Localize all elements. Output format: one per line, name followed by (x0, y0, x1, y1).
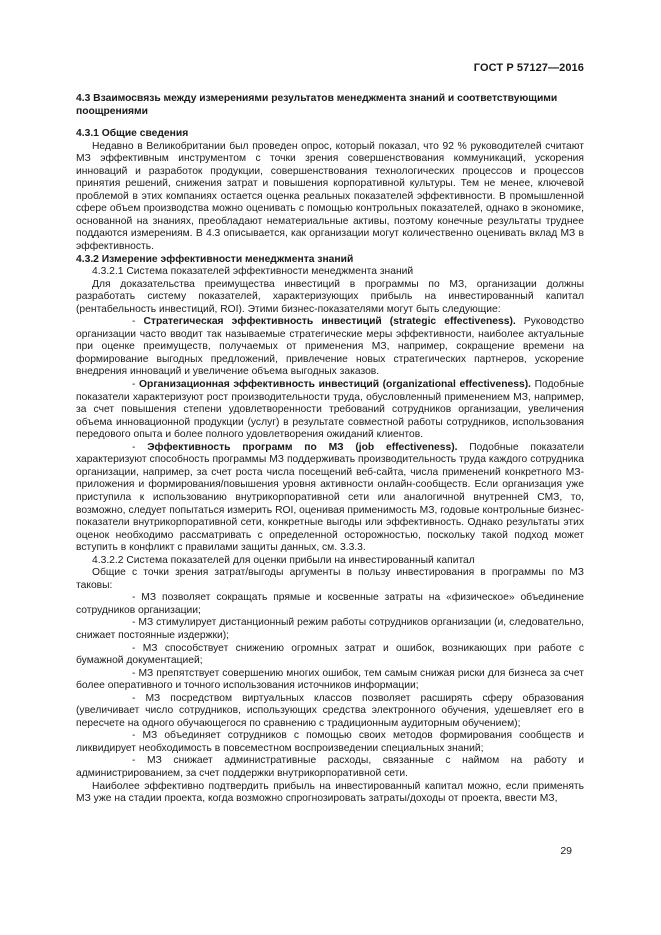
metric-term-job: Эффективность программ по МЗ (job effectiveness). (147, 441, 458, 453)
page-number: 29 (560, 845, 572, 857)
metric-term-strategic: Стратегическая эффективность инвестиций (strategic effectiveness). (143, 316, 516, 328)
metric-text-organizational: Подобные показатели характеризуют рост производительности труда, обусловленный применением МЗ, например, за счет повышения степени удовлетворенности требований сотрудников организации, увеличения объема инновационной продукции (услуг) в результате совместной работы сотрудников, использования передового опыта и более полного удовлетворения ожиданий клиентов. (76, 379, 584, 441)
section-4-3-1-title: 4.3.1 Общие сведения (76, 128, 189, 140)
page-content (76, 93, 584, 806)
argument-list-item: - МЗ способствует снижению огромных затрат и ошибок, возникающих при работе с бумажной документацией; (76, 642, 584, 667)
metric-text-job: Подобные показатели характеризуют способность программы МЗ поддерживать производительность труда каждого сотрудника организации, например, за счет роста числа посещений веб-сайта, числа применений конкретного МЗ-приложения и формирования/повышения уровня активности онлайн-сообществ. Если организация уже приступила к использованию внутрикорпоративной сети или аналогичной внутренней СМЗ, то, возможно, следует попытаться измерить ROI, оценивая применимость МЗ, годовые контрольные бизнес-показатели внутрикорпоративной сети, конкретные выгоды или эффективность. Однако результаты этих оценок необходимо рассматривать с определенной осторожностью, поскольку такой подход может вступить в конфликт с правилами защиты данных, см. 3.3.3. (76, 441, 584, 554)
argument-list-item: - МЗ позволяет сокращать прямые и косвенные затраты на «физическое» объединение сотрудников организации; (76, 592, 584, 616)
section-4-3-1-paragraph: Недавно в Великобритании был проведен опрос, который показал, что 92 % руководителей считают МЗ эффективным инструментом с точки зрения совершенствования коммуникаций, ускорения инноваций и разработок продукции, совершенствования технологических процессов и процессов принятия решений, снижения затрат и повышения корпоративной культуры. Тем не менее, ключевой проблемой в этих компаниях остается оценка реальных показателей эффективности. В промышленной сфере объем производства можно оценивать с помощью контрольных показателей, однако в экономике, основанной на знаниях, преобладают нематериальные активы, поэтому конечные результаты труднее поддаются измерениям. В 4.3 описывается, как организации могут количественно оценивать вклад МЗ в эффективность. (76, 140, 584, 253)
section-4-3-2-2-intro: Общие с точки зрения затрат/выгоды аргументы в пользу инвестирования в программы по МЗ таковы: (76, 567, 584, 591)
argument-list-item: - МЗ стимулирует дистанционный режим работы сотрудников организации (и, следовательно, снижает постоянные издержки); (76, 617, 584, 641)
metric-text-strategic: Руководство организации часто вводит так называемые стратегические меры эффективности, наиболее актуальные при оценке преимуществ, получаемых от применения МЗ, например, сокращение времени на формирование выгодных предложений, привлечение новых стратегических партнеров, ускорение внедрения инноваций и увеличение объема выгодных заказов. (76, 316, 584, 378)
argument-list-item: - МЗ препятствует совершению многих ошибок, тем самым снижая риски для бизнеса за счет более оперативного и точного использования источников информации; (76, 667, 584, 692)
argument-list-item: - МЗ объединяет сотрудников с помощью своих методов формирования сообществ и ликвидирует необходимость в повсеместном воспроизведении специальных знаний; (76, 730, 584, 754)
metric-item-organizational: - Организационная эффективность инвестиций (organizational effectiveness). Подобные показатели характеризуют рост производительности труда, обусловленный применением МЗ, например, за счет повышения степени удовлетворенности требований сотрудников организации, увеличения объема инновационной продукции (услуг) в результате совместной работы сотрудников, использования передового опыта и более полного удовлетворения ожиданий клиентов. (76, 379, 584, 441)
argument-list-item: - МЗ снижает административные расходы, связанные с наймом на работу и администрированием, за счет поддержки внутрикорпоративной сети. (76, 755, 584, 779)
metric-item-strategic: - Стратегическая эффективность инвестиций (strategic effectiveness). Руководство организации часто вводит так называемые стратегические меры эффективности, наиболее актуальные при оценке преимуществ, получаемых от применения МЗ, например, сокращение времени на формирование выгодных предложений, привлечение новых стратегических партнеров, ускорение внедрения инноваций и увеличение объема выгодных заказов. (76, 316, 584, 378)
document-code: ГОСТ Р 57127—2016 (473, 62, 584, 74)
section-4-3-title: 4.3 Взаимосвязь между измерениями результатов менеджмента знаний и соответствующими поощрениями (76, 93, 558, 117)
section-4-3-2-title: 4.3.2 Измерение эффективности менеджмента знаний (76, 253, 354, 265)
metric-item-job: - Эффективность программ по МЗ (job effectiveness). Подобные показатели характеризуют способность программы МЗ поддерживать производительность труда каждого сотрудника организации, например, за счет роста числа посещений веб-сайта, числа применений конкретного МЗ-приложения и формирования/повышения уровня активности онлайн-сообществ. Если организация уже приступила к использованию внутрикорпоративной сети или аналогичной внутренней СМЗ, то, возможно, следует попытаться измерить ROI, оценивая применимость МЗ, годовые контрольные бизнес-показатели внутрикорпоративной сети, конкретные выгоды или эффективность. Однако результаты этих оценок необходимо рассматривать с определенной осторожностью, поскольку такой подход может вступить в конфликт с правилами защиты данных, см. 3.3.3. (76, 441, 584, 554)
closing-paragraph: Наиболее эффективно подтвердить прибыль на инвестированный капитал можно, если применять МЗ уже на стадии проекта, когда возможно спрогнозировать затраты/доходы от проекта, ввести МЗ, (76, 780, 584, 805)
section-4-3-2-1-title: 4.3.2.1 Система показателей эффективности менеджмента знаний (92, 266, 414, 278)
argument-list-item: - МЗ посредством виртуальных классов позволяет расширять сферу образования (увеличивает число сотрудников, использующих средства электронного обучения, удешевляет его в пересчете на одного обучающегося по сравнению с традиционным аудиторным обучением); (76, 692, 584, 729)
section-4-3-2-2-title: 4.3.2.2 Система показателей для оценки прибыли на инвестированный капитал (92, 554, 475, 566)
metric-term-organizational: Организационная эффективность инвестиций (organizational effectiveness). (139, 379, 532, 391)
section-4-3-2-1-intro: Для доказательства преимущества инвестиций в программы по МЗ, организации должны разработать систему показателей, характеризующих прибыль на инвестированный капитал (рентабельность инвестиций, ROI). Этими бизнес-показателями могут быть следующие: (76, 278, 584, 315)
